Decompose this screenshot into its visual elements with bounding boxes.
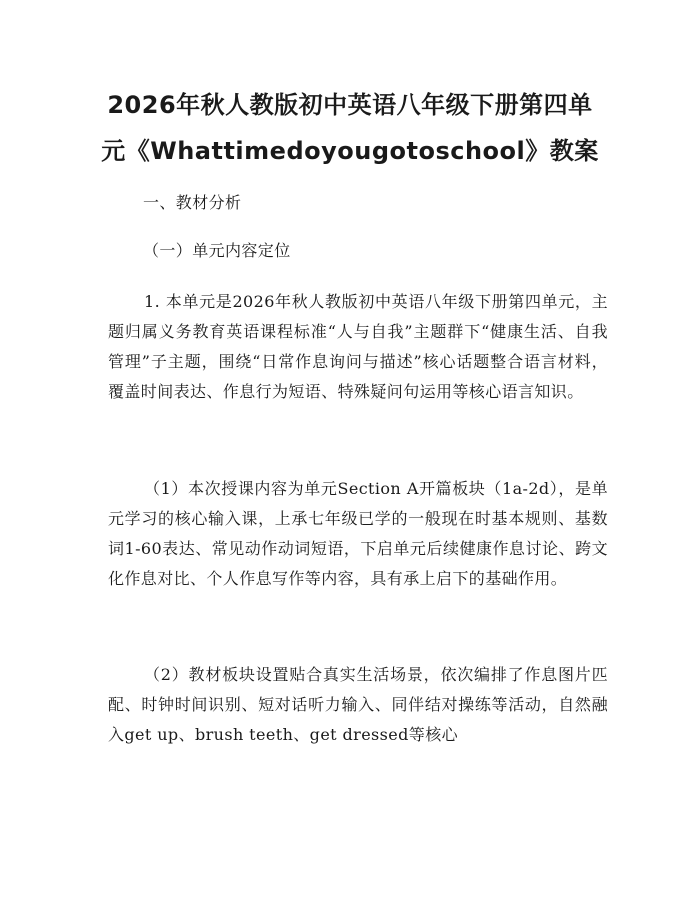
paragraph-2: （1）本次授课内容为单元Section A开篇板块（1a-2d），是单元学习的核心输入课，上承七年级已学的一般现在时基本规则、基数词1-60表达、常见动作动词短语，下启单元后续健康作息讨论、跨文化作息对比、个人作息写作等内容，具有承上启下的基础作用。 — [108, 479, 608, 588]
document-title-line-1: 2026年秋人教版初中英语八年级下册第四单 — [107, 91, 593, 119]
paragraph-1: 1. 本单元是2026年秋人教版初中英语八年级下册第四单元，主题归属义务教育英语课程标准“人与自我”主题群下“健康生活、自我管理”子主题，围绕“日常作息询问与描述”核心话题整合语言材料，覆盖时间表达、作息行为短语、特殊疑问句运用等核心语言知识。 — [108, 292, 608, 401]
paragraph-3: （2）教材板块设置贴合真实生活场景，依次编排了作息图片匹配、时钟时间识别、短对话听力输入、同伴结对操练等活动，自然融入get up、brush teeth、get dressed等核心 — [108, 665, 608, 744]
subsection-heading: （一）单元内容定位 — [143, 241, 291, 260]
document-title-line-2: 元《Whattimedoyougotoschool》教案 — [101, 137, 599, 165]
section-heading: 一、教材分析 — [143, 193, 242, 212]
